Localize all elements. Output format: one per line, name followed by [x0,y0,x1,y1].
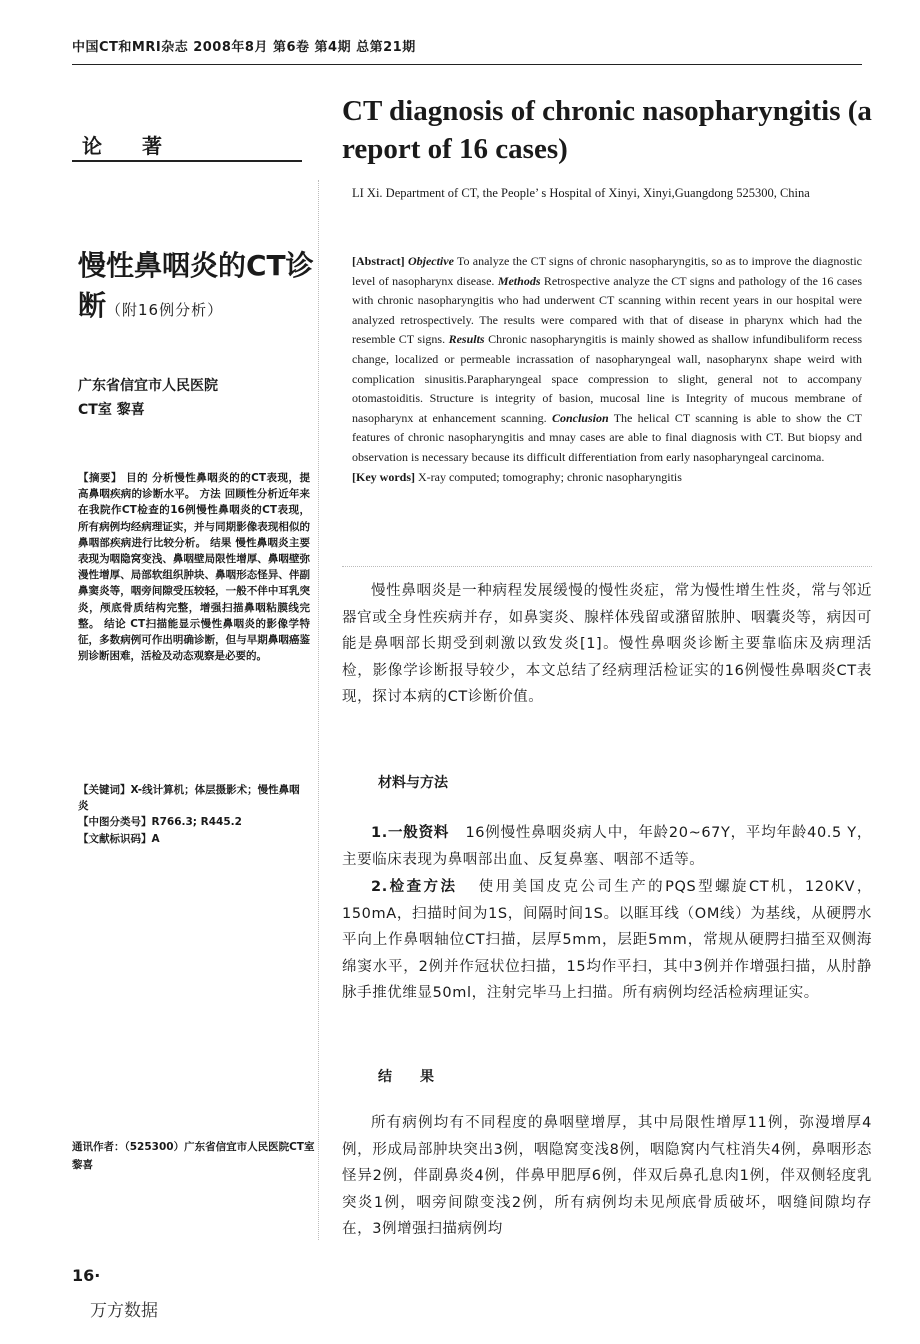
objective-en: To analyze the CT signs of chronic nasopharyngitis, so as to improve the diagnostic level of nasopharynx disease. [352,254,863,288]
objective-en-label: Objective [407,254,454,268]
journal-header: 中国CT和MRI杂志 2008年8月 第6卷 第4期 总第21期 [72,40,416,55]
results-zh-label: 结果 [210,536,232,549]
corresponding-author: 通讯作者：（525300）广东省信宜市人民医院CT室 黎喜 [72,1141,315,1171]
keywords-en-row [352,468,862,488]
keywords-zh-row [78,782,310,814]
keywords-zh [78,782,310,847]
section-rule [72,160,302,162]
column-separator [318,180,319,1240]
section-label: 论著 [82,134,202,158]
results-zh: 慢性鼻咽炎主要表现为咽隐窝变浅、鼻咽壁局限性增厚、鼻咽壁弥漫性增厚、局部软组织肿块、鼻咽形态怪异、伴副鼻窦炎等，咽旁间隙受压较轻，一般不伴中耳乳突炎，颅底骨质结构完整，增强扫描鼻咽粘膜线完整。 [78,536,311,630]
conclusion-en-label: Conclusion [551,410,609,425]
conclusion-zh: CT扫描能显示慢性鼻咽炎的影像学特征，多数病例可作出明确诊断，但与早期鼻咽癌鉴别诊断困难，活检及动态观察是必要的。 [78,617,311,663]
exam-text: 使用美国皮克公司生产的PQS型螺旋CT机，120KV，150mA，扫描时间为1S，间隔时间1S。以眶耳线（OM线）为基线，从硬腭水平向上作鼻咽轴位CT扫描，层厚5mm，层距5mm，常规从硬腭扫描至双侧海绵窦水平，2例并作冠状位扫描，15均作平扫，其中3例并作增强扫描，从肘静脉手推优维显50ml，注射完毕马上扫描。所有病例均经活检病理证实。 [342,879,872,1001]
results-paragraph: 所有病例均有不同程度的鼻咽壁增厚，其中局限性增厚11例，弥漫增厚4例，形成局部肿块突出3例，咽隐窝变浅8例，咽隐窝内气柱消失4例，鼻咽形态怪异2例，伴副鼻炎4例，伴鼻甲肥厚6例，伴双后鼻孔息肉1例，伴双侧轻度乳突炎1例，咽旁间隙变浅2例，所有病例均未见颅底骨质破坏，咽缝间隙均存在，3例增强扫描病例均 [342,1115,872,1237]
methods-zh-label: 方法 [199,488,221,501]
keywords-en: X-ray computed; tomography; chronic nasopharyngitis [418,469,682,484]
dept-author: CT室 黎喜 [78,402,145,418]
objective-zh-label: 目的 [126,472,149,484]
objective-zh: 分析慢性鼻咽炎的的CT表现，提高鼻咽疾病的诊断水平。 [78,472,311,501]
title-zh-sub: （附16例分析） [106,301,224,319]
watermark: 万方数据 [90,1301,158,1321]
abstract-en [352,252,862,487]
keywords-zh-value: X-线计算机；体层摄影术；慢性鼻咽炎 [78,784,300,813]
header-rule [72,64,862,65]
doc-code-label: 【文献标识码】 [78,832,152,845]
general-text: 16例慢性鼻咽炎病人中，年龄20~67Y，平均年龄40.5 Y，主要临床表现为鼻咽部出血、反复鼻塞、咽部不适等。 [342,825,872,868]
exam-label: 2.检查方法 [371,879,458,895]
methods-zh: 回顾性分析近年来在我院作CT检查的16例慢性鼻咽炎的CT表现，所有病例均经病理证实，并与同期影像表现相似的鼻咽部疾病进行比较分析。 [78,488,311,549]
general-label: 1.一般资料 [371,825,450,841]
institution-zh [78,374,318,422]
keywords-zh-label: 【关键词】 [78,784,131,796]
author-affiliation-en: LI Xi. Department of CT, the People’ s Hospital of Xinyi, Xinyi,Guangdong 525300, China [352,186,810,200]
class-number-row [78,814,310,830]
conclusion-zh-label: 结论 [104,617,127,630]
general-paragraph [342,820,872,873]
methods-heading: 材料与方法 [378,775,448,791]
methods-en: Retrospective analyze the CT signs and pathology of the 16 cases with chronic nasopharyngitis who had underwent CT scanning within recent years in our hospital were analyzed retrospectively. The results were compared with that of disease in pharynx which had the resemble CT signs. [352,273,863,347]
exam-paragraph [342,874,872,1007]
title-en: CT diagnosis of chronic nasopharyngitis (a report of 16 cases) [342,95,872,165]
results-en: Chronic nasopharyngitis is mainly showed as shallow infundibuliform recess change, localized or permeable incrassation of nasopharyngeal wall, nasopharynx shape weird with complication sinusitis.Parapharyngeal space compression to slight, general not to accompany otomastoiditis. Structure is integrity of basion, mucosal line is Integrity of mucous membrane of nasopharynx at enhancement scanning. [352,332,863,425]
page-number: 16· [72,1266,101,1285]
keywords-en-label: [Key words] [352,469,415,484]
abstract-zh [78,470,310,664]
conclusion-en: The helical CT scanning is able to show the CT features of chronic nasopharyngitis and mnay cases are able to final diagnosis with CT. But biopsy and observation is necessary because its difficult differentiation from early nasopharyngeal carcinoma. [352,410,862,464]
title-zh [78,246,318,330]
results-heading: 结果 [378,1069,462,1085]
intro-paragraph: 慢性鼻咽炎是一种病程发展缓慢的慢性炎症，常为慢性增生性炎，常与邻近器官或全身性疾病并存，如鼻窦炎、腺样体残留或潴留脓肿、咽囊炎等，病因可能是鼻咽部长期受到刺激以致发炎[1]。慢性鼻咽炎诊断主要靠临床及病理活检，影像学诊断报导较少，本文总结了经病理活检证实的16例慢性鼻咽炎CT表现，探讨本病的CT诊断价值。 [342,583,872,705]
doc-code-row [78,831,310,847]
abstract-en-label: [Abstract] [352,254,405,268]
title-zh-main: 慢性鼻咽炎的CT诊断 [78,249,314,322]
doc-code-value: A [151,832,160,845]
class-number-value: R766.3; R445.2 [151,816,242,829]
class-number-label: 【中图分类号】 [78,816,152,829]
abstract-zh-label: 【摘要】 [78,472,122,484]
abstract-separator [342,566,872,567]
results-en-label: Results [448,332,485,347]
hospital-name: 广东省信宜市人民医院 [78,378,218,394]
methods-en-label: Methods [497,273,541,288]
